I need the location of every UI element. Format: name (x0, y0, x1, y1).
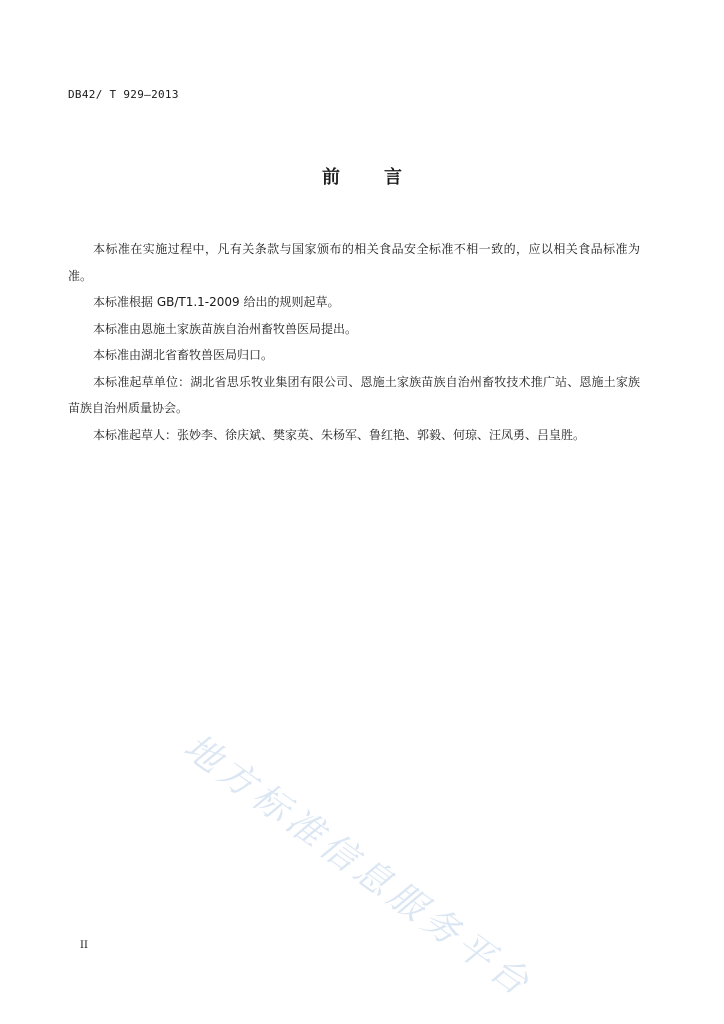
foreword-content (68, 236, 640, 448)
paragraph-2: 本标准根据 GB/T1.1-2009 给出的规则起草。 (93, 295, 340, 309)
standard-code: DB42/ T 929—2013 (68, 88, 179, 101)
watermark: 地方标准信息服务平台 (176, 726, 541, 1007)
title-char-1: 前 (322, 167, 340, 188)
paragraph-3: 本标准由恩施土家族苗族自治州畜牧兽医局提出。 (93, 321, 358, 336)
paragraph-6: 本标准起草人：张妙李、徐庆斌、樊家英、朱杨军、鲁红艳、郭毅、何琼、汪凤勇、吕皇胜。 (93, 427, 586, 442)
paragraph-5: 本标准起草单位：湖北省思乐牧业集团有限公司、恩施土家族苗族自治州畜牧技术推广站、恩施土家族苗族自治州质量协会。 (68, 374, 640, 415)
paragraph-1: 本标准在实施过程中，凡有关条款与国家颁布的相关食品安全标准不相一致的，应以相关食品标准为准。 (68, 242, 640, 283)
page-number: II (80, 940, 88, 951)
page-title (0, 163, 724, 189)
paragraph-4: 本标准由湖北省畜牧兽医局归口。 (93, 348, 274, 362)
title-char-2: 言 (384, 167, 402, 188)
